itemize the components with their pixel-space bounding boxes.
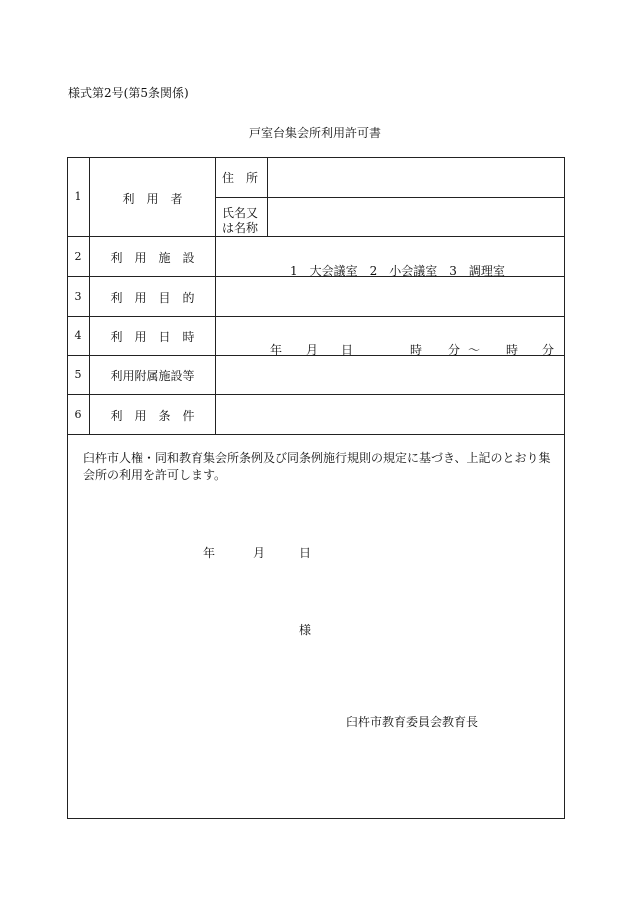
row-number: 2 [74,250,82,263]
row-number: 5 [74,368,82,381]
row-divider [67,434,565,435]
row-label: 利 用 条 件 [110,409,195,423]
row-number: 4 [74,329,82,342]
sign-date-year: 年 [203,546,216,560]
datetime-month: 月 [306,343,319,357]
row-label: 利 用 目 的 [110,291,195,305]
row-divider [67,236,565,237]
row-label: 利 用 日 時 [110,330,195,344]
issuer: 臼杵市教育委員会教育長 [346,715,479,729]
row-divider [67,394,565,395]
permission-statement: 臼杵市人権・同和教育集会所条例及び同条例施行規則の規定に基づき、上記のとおり集会所の利用を許可します。 [83,451,551,482]
sign-date-day: 日 [299,546,312,560]
row-divider [67,316,565,317]
facility-options: 1 大会議室 2 小会議室 3 調理室 [290,264,505,278]
datetime-hour-start: 時 [410,343,423,357]
datetime-minute-end: 分 [542,343,555,357]
datetime-year: 年 [270,343,283,357]
address-label: 住 所 [222,171,259,185]
row-label: 利 用 施 設 [110,251,195,265]
datetime-tilde: ～ [468,343,481,357]
row-number: 6 [74,408,82,421]
form-number: 様式第2号(第5条関係) [68,86,189,100]
form-title: 戸室台集会所利用許可書 [248,126,381,140]
row-number: 3 [74,290,82,303]
sign-date-month: 月 [253,546,266,560]
col-divider [215,157,216,434]
datetime-day: 日 [341,343,354,357]
datetime-minute-start: 分 [448,343,461,357]
name-label-line2: は名称 [222,221,259,235]
row-label: 利用附属施設等 [110,369,195,383]
row-label: 利 用 者 [122,192,183,206]
user-sub-col-divider [267,157,268,236]
name-label-line1: 氏名又 [222,206,259,220]
datetime-hour-end: 時 [506,343,519,357]
recipient-honorific: 様 [299,623,312,637]
row-number: 1 [74,190,82,203]
